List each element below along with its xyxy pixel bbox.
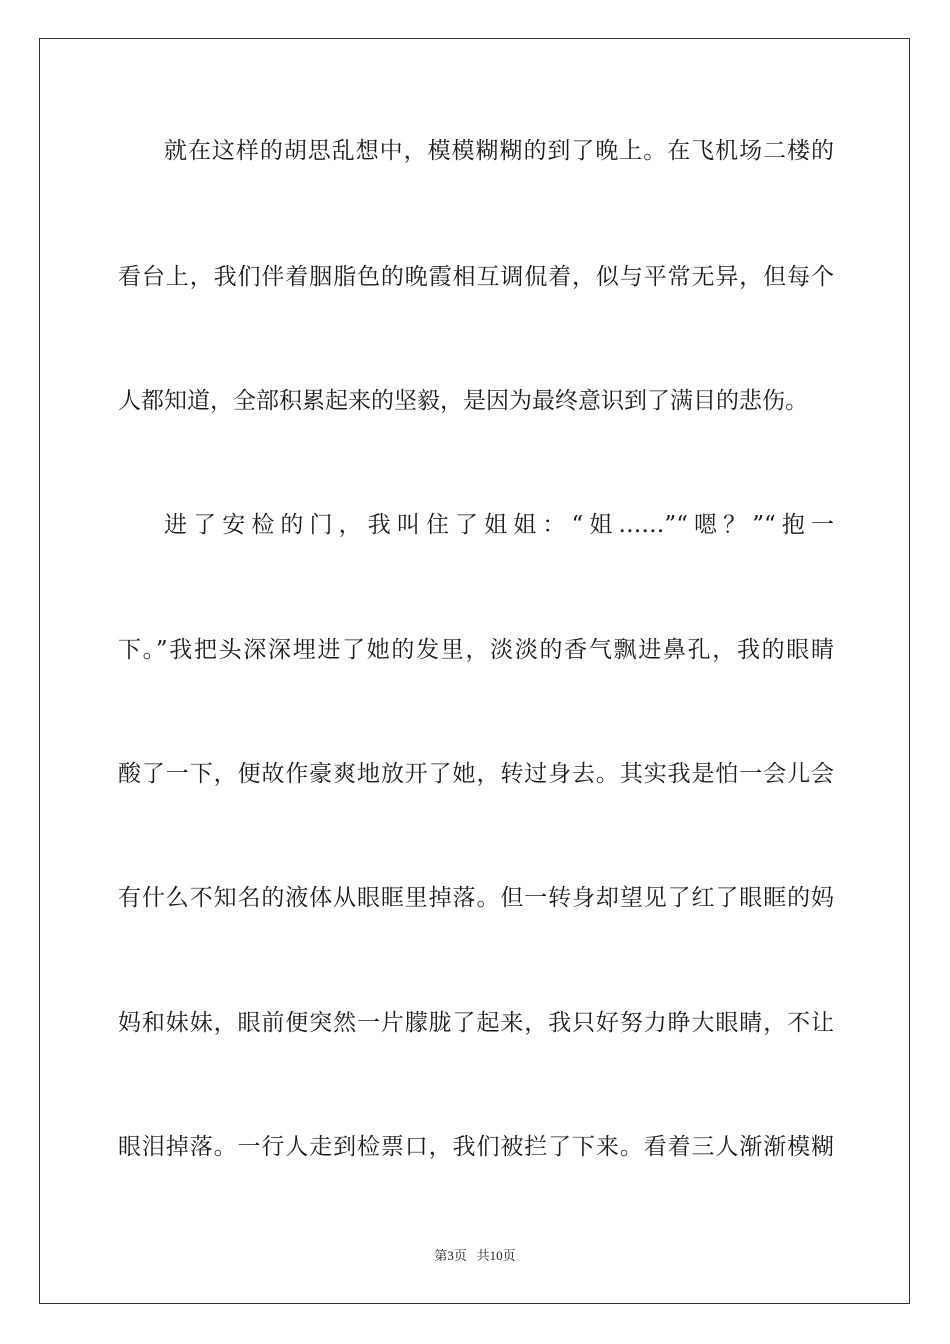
page-border <box>39 38 910 1304</box>
paragraph-2-line-6: 眼泪掉落。一行人走到检票口，我们被拦了下来。看着三人渐渐模糊 <box>118 1134 834 1160</box>
page-number: 第3页 <box>434 1248 467 1263</box>
page-footer <box>0 1246 950 1266</box>
paragraph-1-line-3: 人都知道，全部积累起来的坚毅，是因为最终意识到了满目的悲伤。 <box>118 388 808 414</box>
paragraph-2-line-3: 酸了一下，便故作豪爽地放开了她，转过身去。其实我是怕一会儿会 <box>118 761 834 787</box>
paragraph-2-line-1: 进了安检的门，我叫住了姐姐：“姐……”“嗯？”“抱一 <box>164 512 834 538</box>
paragraph-1-line-2: 看台上，我们伴着胭脂色的晚霞相互调侃着，似与平常无异，但每个 <box>118 264 834 290</box>
paragraph-1-line-1: 就在这样的胡思乱想中，模模糊糊的到了晚上。在飞机场二楼的 <box>164 138 834 164</box>
paragraph-2-line-5: 妈和妹妹，眼前便突然一片朦胧了起来，我只好努力睁大眼睛，不让 <box>118 1010 834 1036</box>
page-total: 共10页 <box>476 1248 516 1263</box>
paragraph-2-line-2: 下。”我把头深深埋进了她的发里，淡淡的香气飘进鼻孔，我的眼睛 <box>118 637 834 663</box>
paragraph-2-line-4: 有什么不知名的液体从眼眶里掉落。但一转身却望见了红了眼眶的妈 <box>118 885 834 911</box>
